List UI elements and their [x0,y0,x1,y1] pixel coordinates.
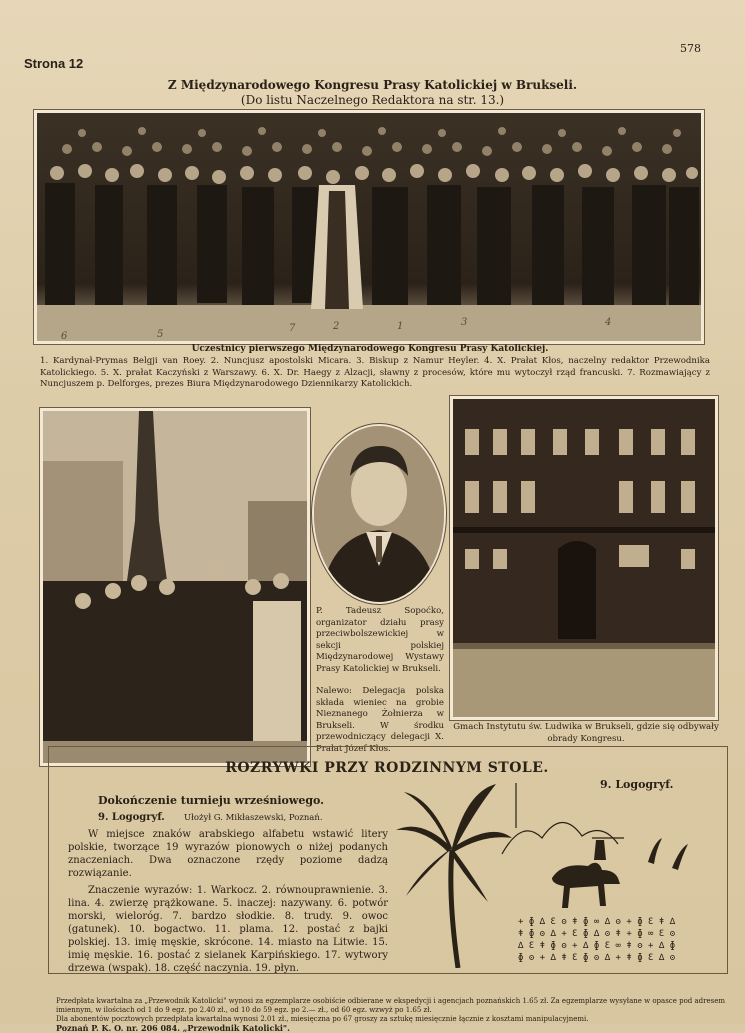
footer-line-3: Poznań P. K. O. nr. 206 084. „Przewodnik Katolicki". [56,1023,290,1033]
article-title: Z Międzynarodowego Kongresu Prasy Katolickiej w Brukseli. [167,78,578,92]
puzzle-author: Ułożył G. Mikłaszewski, Poznań. [184,813,323,823]
group-photo [34,110,704,344]
puzzle-heading: ROZRYWKI PRZY RODZINNYM STOLE. [225,760,549,776]
portrait-caption: P. Tadeusz Sopoćko, organizator działu prasy przeciwbolszewickiej w sekcji polskiej Międzynarodowej Wystawy Prasy Katolickiej w Brukseli. [316,606,444,674]
marker-5: 5 [157,329,164,340]
delegation-caption: Nalewo: Delegacja polska składa wieniec na grobie Nieznanego Żołnierza w Brukseli. W środku przewodniczący delegacji X. Prałat Józef Kłos. [316,686,444,754]
svg-text:ɸ ʘ + ∆ ǂ Ɛ ɸ ʘ ∆ + ǂ ɸ Ɛ ∆ ʘ: ɸ ʘ + ∆ ǂ Ɛ ɸ ʘ ∆ + ǂ ɸ Ɛ ∆ ʘ [518,953,676,963]
marker-4: 4 [605,317,612,328]
puzzle-meanings: Znaczenie wyrazów: 1. Warkocz. 2. równouprawnienie. 3. lina. 4. zwierzę prążkowane. 5. inaczej: nazywany. 6. potwór morski, wieloróg. 7. bardzo słodkie. 8. trudy. 9. owoc (gatunek). 10. bogactwo. 11. plama. 12. postać z bajki polskiej. 13. imię męskie, skrócone. 14. miasto na Litwie. 15. imię męskie. 16. postać z sielanek Karpińskiego. 17. wytwory drzewa (wspak). 18. część naczynia. 19. płyn. [68,885,388,974]
marker-1: 1 [397,321,404,332]
marker-3: 3 [461,317,468,328]
group-caption-title: Uczestnicy pierwszego Międzynarodowego Kongresu Prasy Katolickiej. [191,344,549,354]
puzzle-illustration [392,778,712,968]
subscription-footer [56,997,736,1033]
svg-text:+ ɸ ∆ Ɛ ʘ ǂ ɸ ∞ ∆ ʘ + ɸ Ɛ ǂ ∆: + ɸ ∆ Ɛ ʘ ǂ ɸ ∞ ∆ ʘ + ɸ Ɛ ǂ ∆ [518,917,676,927]
portrait-photo [312,424,446,604]
group-caption: 1. Kardynał-Prymas Belgji van Roey. 2. Nuncjusz apostolski Micara. 3. Biskup z Namur Heyler. 4. X. Prałat Kłos, naczelny redaktor Przewodnika Katolickiego. 5. X. prałat Kaczyński z Warszawy. 6. X. Dr. Haegy z Alzacji, sławny z procesów, które mu wytoczył rząd francuski. 7. Rozmawiający z Nuncjuszem p. Delforges, prezes Biura Międzynarodowego Dziennikarzy Katolickich. [40,356,710,389]
svg-text:ǂ ɸ ʘ ∆ + Ɛ ɸ ∆ ʘ ǂ + ɸ ∞ Ɛ ʘ: ǂ ɸ ʘ ∆ + Ɛ ɸ ∆ ʘ ǂ + ɸ ∞ Ɛ ʘ [518,929,676,939]
section-label: Strona 12 [24,56,84,71]
building-photo [450,396,718,720]
marker-6: 6 [61,331,68,342]
logogryf-number: 9. Logogryf. [98,812,165,823]
delegation-photo [40,408,310,766]
puzzle-right-label: 9. Logogryf. [600,778,674,791]
page-number: 578 [680,42,701,55]
marker-7: 7 [289,323,296,334]
footer-line-1: Przedpłata kwartalna za „Przewodnik Katolicki" wynosi za egzemplarze osobiście odbierane w ekspedycji i agencjach poznańskich 1.65 zł. Za egzemplarze wysyłane w opasce pod adresem imiennym, w ilościach od 1 do 9 egz. po 2.40 zł., od 10 do 59 egz. po 2.— zł., od 60 egz. wzwyż po 1.65 zł. [56,997,726,1014]
puzzle-subheading: Dokończenie turnieju wrześniowego. [98,794,324,807]
puzzle-intro: W miejsce znaków arabskiego alfabetu wstawić litery polskie, tworzące 19 wyrazów pionowych o niżej podanych znaczeniach. Dwa oznaczone rzędy poziome dadzą rozwiązanie. [68,829,388,879]
building-caption: Gmach Instytutu św. Ludwika w Brukseli, gdzie się odbywały obrady Kongresu. [453,722,719,744]
marker-2: 2 [333,321,340,332]
svg-text:∆ Ɛ ǂ ɸ ʘ + ∆ ɸ Ɛ ∞ ǂ ʘ + ∆ ɸ: ∆ Ɛ ǂ ɸ ʘ + ∆ ɸ Ɛ ∞ ǂ ʘ + ∆ ɸ [518,941,676,951]
article-subtitle: (Do listu Naczelnego Redaktora na str. 13.) [240,93,505,107]
footer-line-2: Dla abonentów pocztowych przedpłata kwartalna wynosi 2.01 zł., miesięczna po 67 groszy za sztukę miesięcznie łącznie z kosztami manipulacyjnemi. [56,1015,589,1023]
